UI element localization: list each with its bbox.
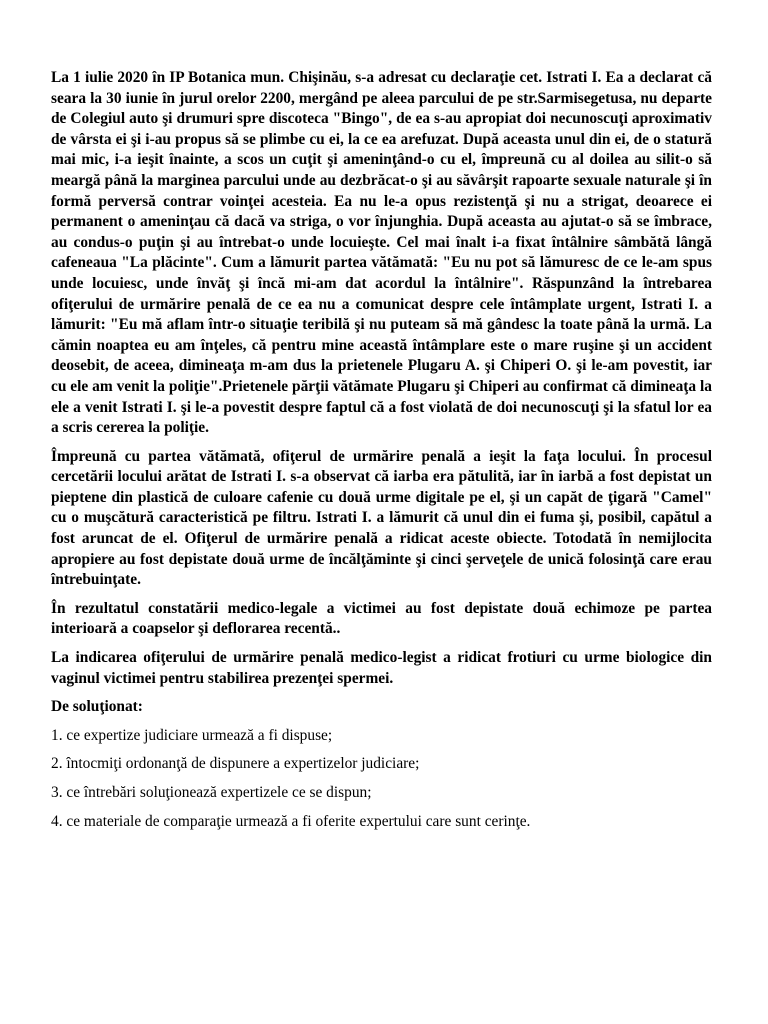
task-list [51,726,712,832]
case-description-paragraph: La 1 iulie 2020 în IP Botanica mun. Chişinău, s-a adresat cu declaraţie cet. Istrati I. Ea a declarat că seara la 30 iunie în jurul orelor 2200, mergând pe aleea parcului de pe str.Sarmisegetusa, nu departe de Colegiul auto şi drumuri spre discoteca "Bingo", de ea s-au apropiat doi necunoscuţi aproximativ de vârsta ei şi i-au propus să se plimbe cu ei, la ce ea arefuzat. După aceasta unul din ei, de o statură mai mic, i-a ieşit înainte, a scos un cuţit şi ameninţând-o cu el, împreună cu al doilea au silit-o să meargă până la marginea parcului unde au dezbrăcat-o şi au săvârşit rapoarte sexuale naturale şi în formă perversă contrar voinţei acesteia. Ea nu le-a opus rezistenţă şi nu a strigat, deoarece ei permanent o ameninţau că dacă va striga, o vor înjunghia. După aceasta au ajutat-o să se îmbrace, au condus-o puţin şi au întrebat-o unde locuieşte. Cel mai înalt i-a fixat întâlnire sâmbătă lângă cafeneaua "La plăcinte". Cum a lămurit partea vătămată: "Eu nu pot să lămuresc de ce le-am spus unde locuiesc, unde învăţ şi încă mi-am dat acordul la întâlnire". Răspunzând la întrebarea ofiţerului de urmărire penală de ce ea nu a comunicat despre cele întâmplate urgent, Istrati I. a lămurit: "Eu mă aflam într-o situaţie teribilă şi nu puteam să mă gândesc la toate până la urmă. La cămin noaptea eu am înţeles, că pentru mine această întâmplare este o mare ruşine şi un accident deosebit, de aceea, dimineaţa m-am dus la prietenele Plugaru A. şi Chiperi O. şi le-am povestit, iar cu ele am venit la poliţie".Prietenele părţii vătămate Plugaru şi Chiperi au confirmat că dimineaţa la ele a venit Istrati I. şi le-a povestit despre faptul că a fost violată de doi necunoscuţi şi la sfatul lor ea a scris cererea la poliţie. [51,69,712,437]
crime-scene-paragraph: Împreună cu partea vătămată, ofiţerul de urmărire penală a ieşit la faţa locului. În procesul cercetării locului arătat de Istrati I. s-a observat că iarba era pătulită, iar în iarbă a fost depistat un pieptene din plastică de culoare cafenie cu două urme digitale pe el, şi un capăt de ţigară "Camel" cu o muşcătură caracteristică pe filtru. Istrati I. a lămurit că unul din ei fuma şi, posibil, capătul a fost aruncat de el. Ofiţerul de urmărire penală a ridicat aceste obiecte. Totodată în nemijlocita apropiere au fost depistate două urme de încălţăminte şi cinci şerveţele de unică folosinţă care erau întrebuinţate. [51,447,712,589]
tasks-heading: De soluţionat: [51,698,143,716]
document-page [51,68,712,840]
task-item: 4. ce materiale de comparaţie urmează a fi oferite expertului care sunt cerinţe. [51,812,531,830]
task-item: 2. întocmiţi ordonanţă de dispunere a expertizelor judiciare; [51,755,420,773]
biological-samples-paragraph: La indicarea ofiţerului de urmărire penală medico-legist a ridicat frotiuri cu urme biologice din vaginul victimei pentru stabilirea prezenţei spermei. [51,649,712,687]
medical-findings-paragraph: În rezultatul constatării medico-legale a victimei au fost depistate două echimoze pe partea interioară a coapselor şi deflorarea recentă.. [51,599,712,638]
task-item: 3. ce întrebări soluţionează expertizele ce se dispun; [51,784,372,801]
task-item: 1. ce expertize judiciare urmează a fi dispuse; [51,726,333,744]
